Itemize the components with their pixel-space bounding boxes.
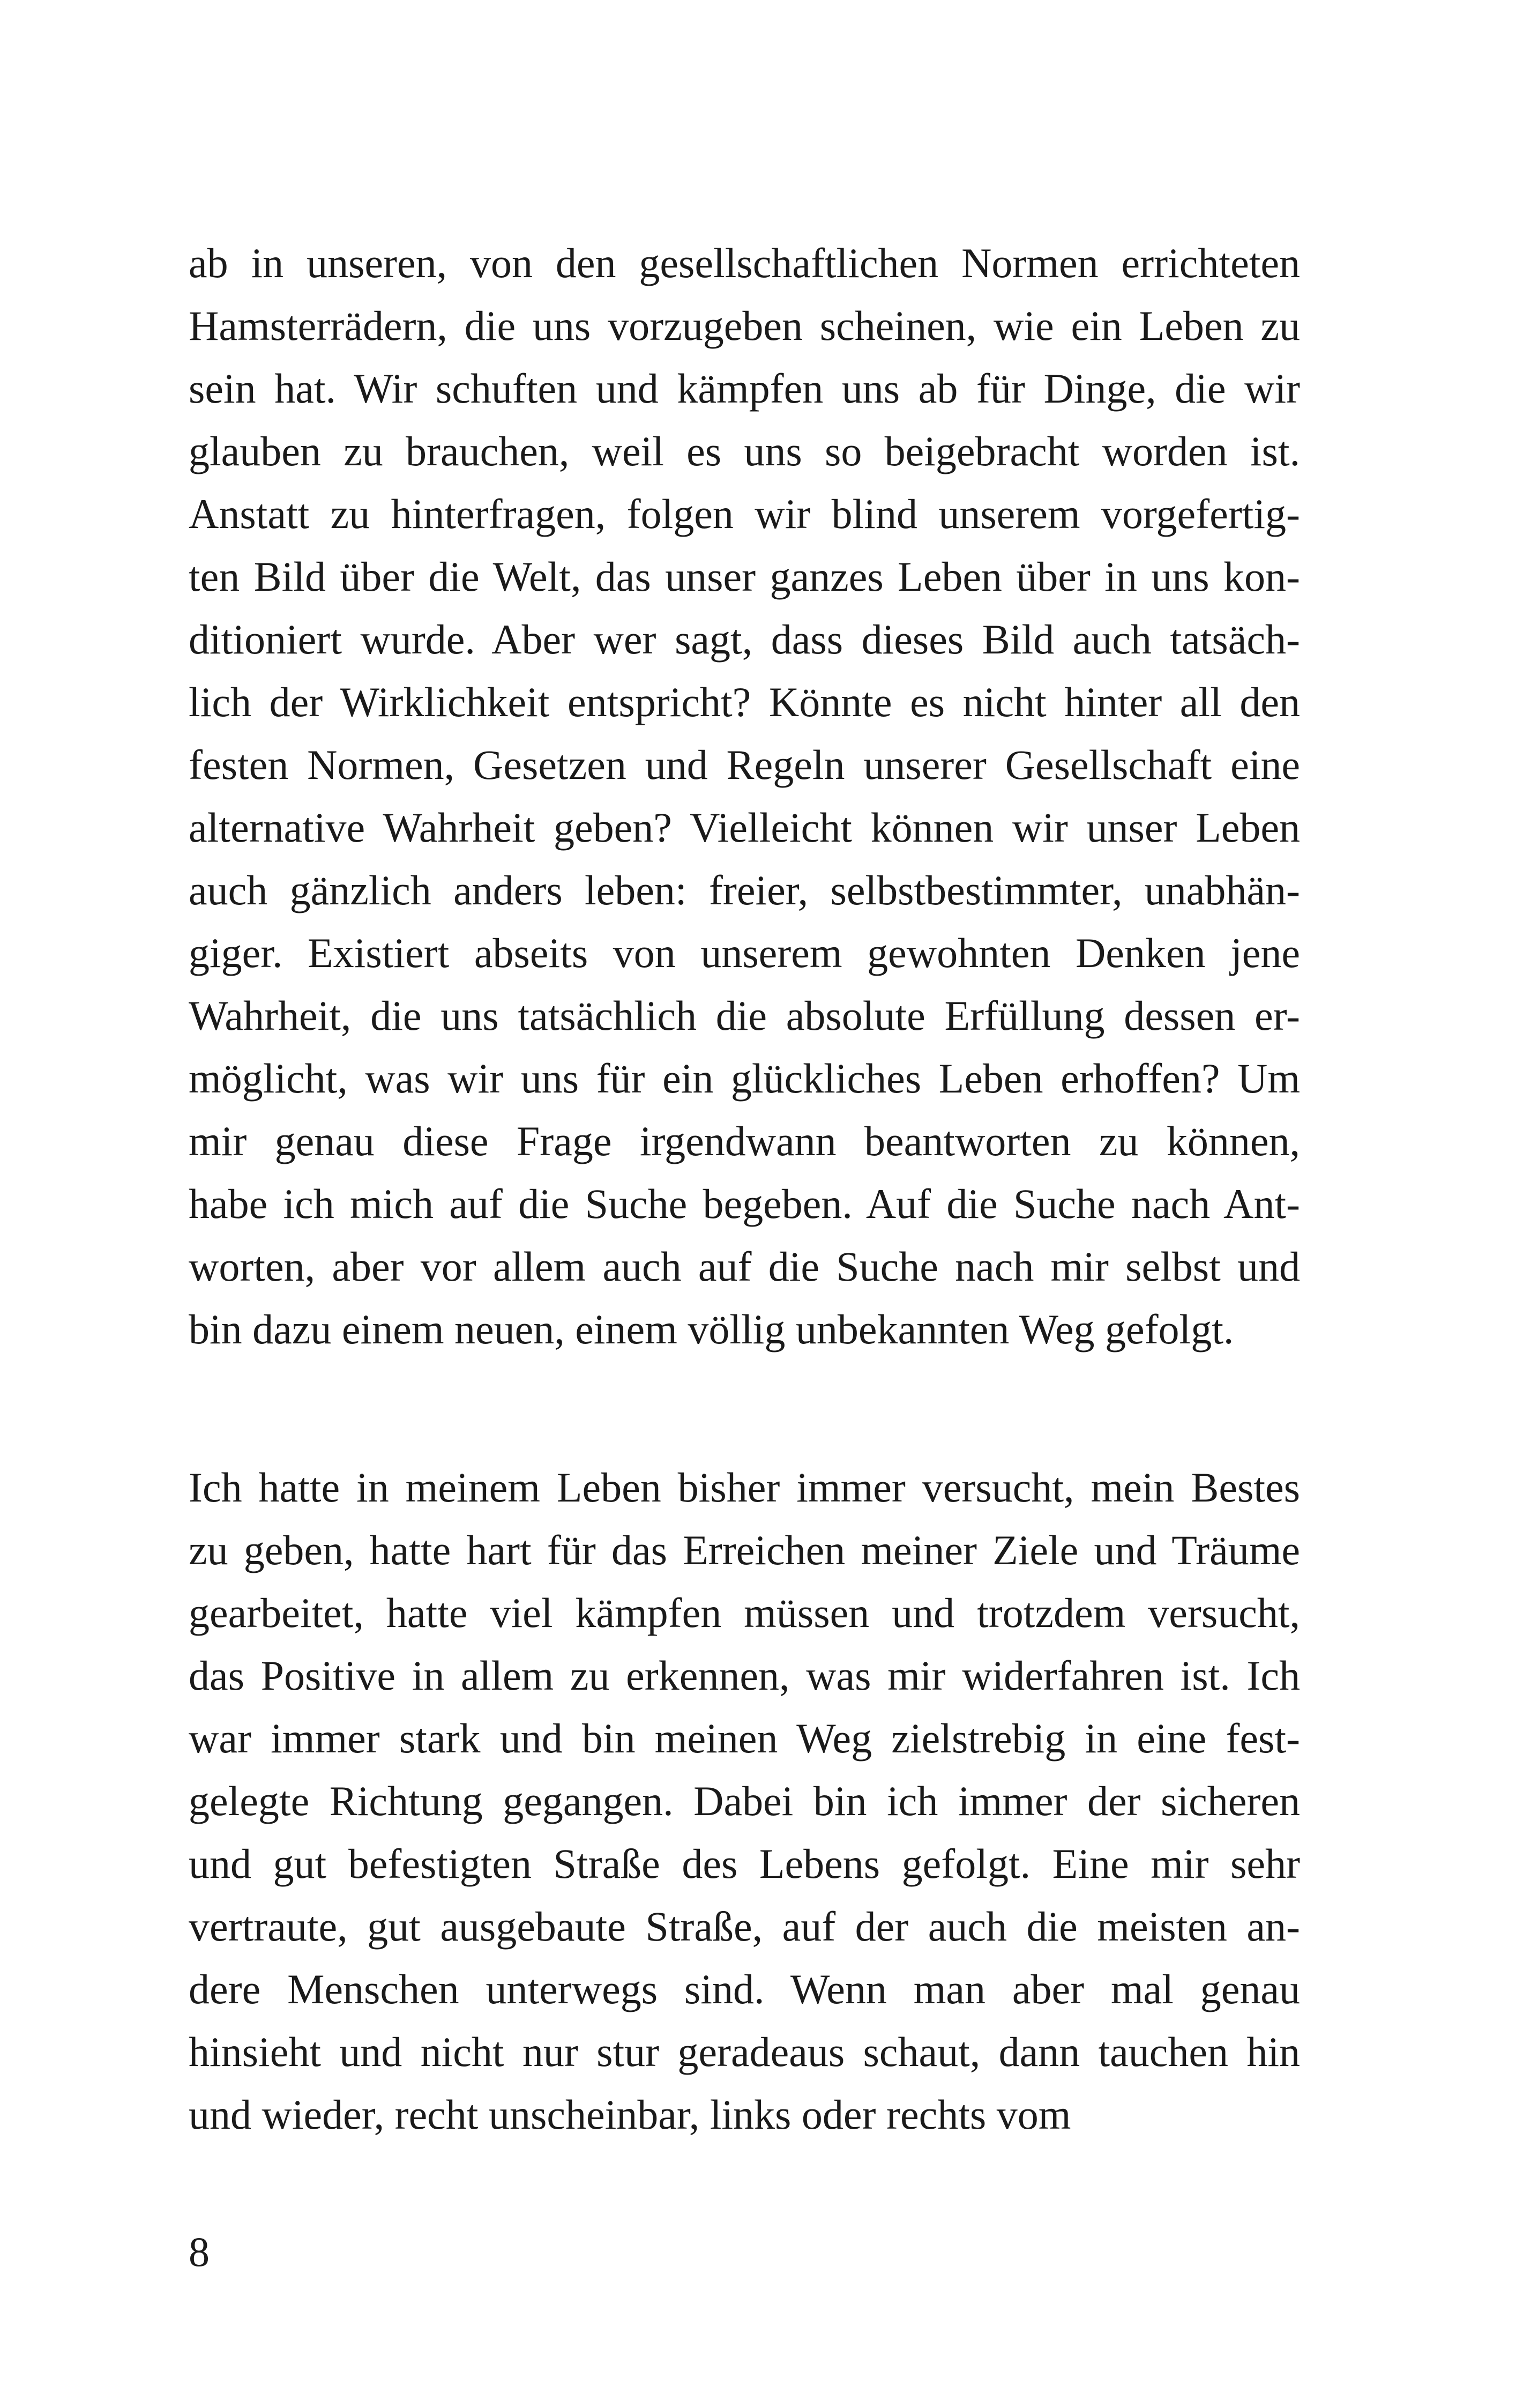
text-line: giger. Existiert abseits von unserem gewohnten Denken jene (189, 930, 1300, 976)
text-line: Wahrheit, die uns tatsächlich die absolute Erfüllung dessen er- (189, 992, 1300, 1039)
text-line: und gut befestigten Straße des Lebens gefolgt. Eine mir sehr (189, 1840, 1300, 1887)
text-line: worten, aber vor allem auch auf die Suche nach mir selbst und (189, 1243, 1300, 1290)
text-line: Hamsterrädern, die uns vorzugeben scheinen, wie ein Leben zu (189, 302, 1300, 349)
text-line: auch gänzlich anders leben: freier, selbstbestimmter, unabhän- (189, 867, 1300, 913)
text-line: gelegte Richtung gegangen. Dabei bin ich immer der sicheren (189, 1778, 1300, 1824)
text-line: war immer stark und bin meinen Weg zielstrebig in eine fest- (189, 1715, 1300, 1762)
text-line: Ich hatte in meinem Leben bisher immer versucht, mein Bestes (189, 1464, 1300, 1511)
text-line: lich der Wirklichkeit entspricht? Könnte es nicht hinter all den (189, 679, 1300, 725)
text-line: sein hat. Wir schuften und kämpfen uns ab für Dinge, die wir (189, 365, 1300, 412)
text-line: und wieder, recht unscheinbar, links oder rechts vom (189, 2091, 1071, 2138)
text-line: das Positive in allem zu erkennen, was mir widerfahren ist. Ich (189, 1652, 1300, 1699)
text-line: zu geben, hatte hart für das Erreichen meiner Ziele und Träume (189, 1527, 1300, 1573)
text-line: alternative Wahrheit geben? Vielleicht können wir unser Leben (189, 804, 1300, 851)
text-line: mir genau diese Frage irgendwann beantworten zu können, (189, 1118, 1300, 1164)
text-line: hinsieht und nicht nur stur geradeaus schaut, dann tauchen hin (189, 2028, 1300, 2075)
text-line: möglicht, was wir uns für ein glückliches Leben erhoffen? Um (189, 1055, 1300, 1102)
text-line: glauben zu brauchen, weil es uns so beigebracht worden ist. (189, 428, 1300, 474)
text-line: ab in unseren, von den gesellschaftlichen Normen errichteten (189, 240, 1300, 286)
paragraph-1 (189, 232, 1300, 1361)
text-line: habe ich mich auf die Suche begeben. Auf die Suche nach Ant- (189, 1180, 1300, 1227)
text-line: ditioniert wurde. Aber wer sagt, dass dieses Bild auch tatsäch- (189, 616, 1300, 663)
text-line: vertraute, gut ausgebaute Straße, auf der auch die meisten an- (189, 1903, 1300, 1950)
text-line: dere Menschen unterwegs sind. Wenn man aber mal genau (189, 1966, 1300, 2012)
paragraph-2 (189, 1456, 1300, 2146)
text-line: Anstatt zu hinterfragen, folgen wir blind unserem vorgefertig- (189, 490, 1300, 537)
page-number: 8 (189, 2228, 210, 2275)
text-line: bin dazu einem neuen, einem völlig unbekannten Weg gefolgt. (189, 1306, 1234, 1352)
text-line: gearbeitet, hatte viel kämpfen müssen und trotzdem versucht, (189, 1589, 1300, 1636)
text-line: ten Bild über die Welt, das unser ganzes Leben über in uns kon- (189, 553, 1300, 600)
text-line: festen Normen, Gesetzen und Regeln unserer Gesellschaft eine (189, 741, 1300, 788)
